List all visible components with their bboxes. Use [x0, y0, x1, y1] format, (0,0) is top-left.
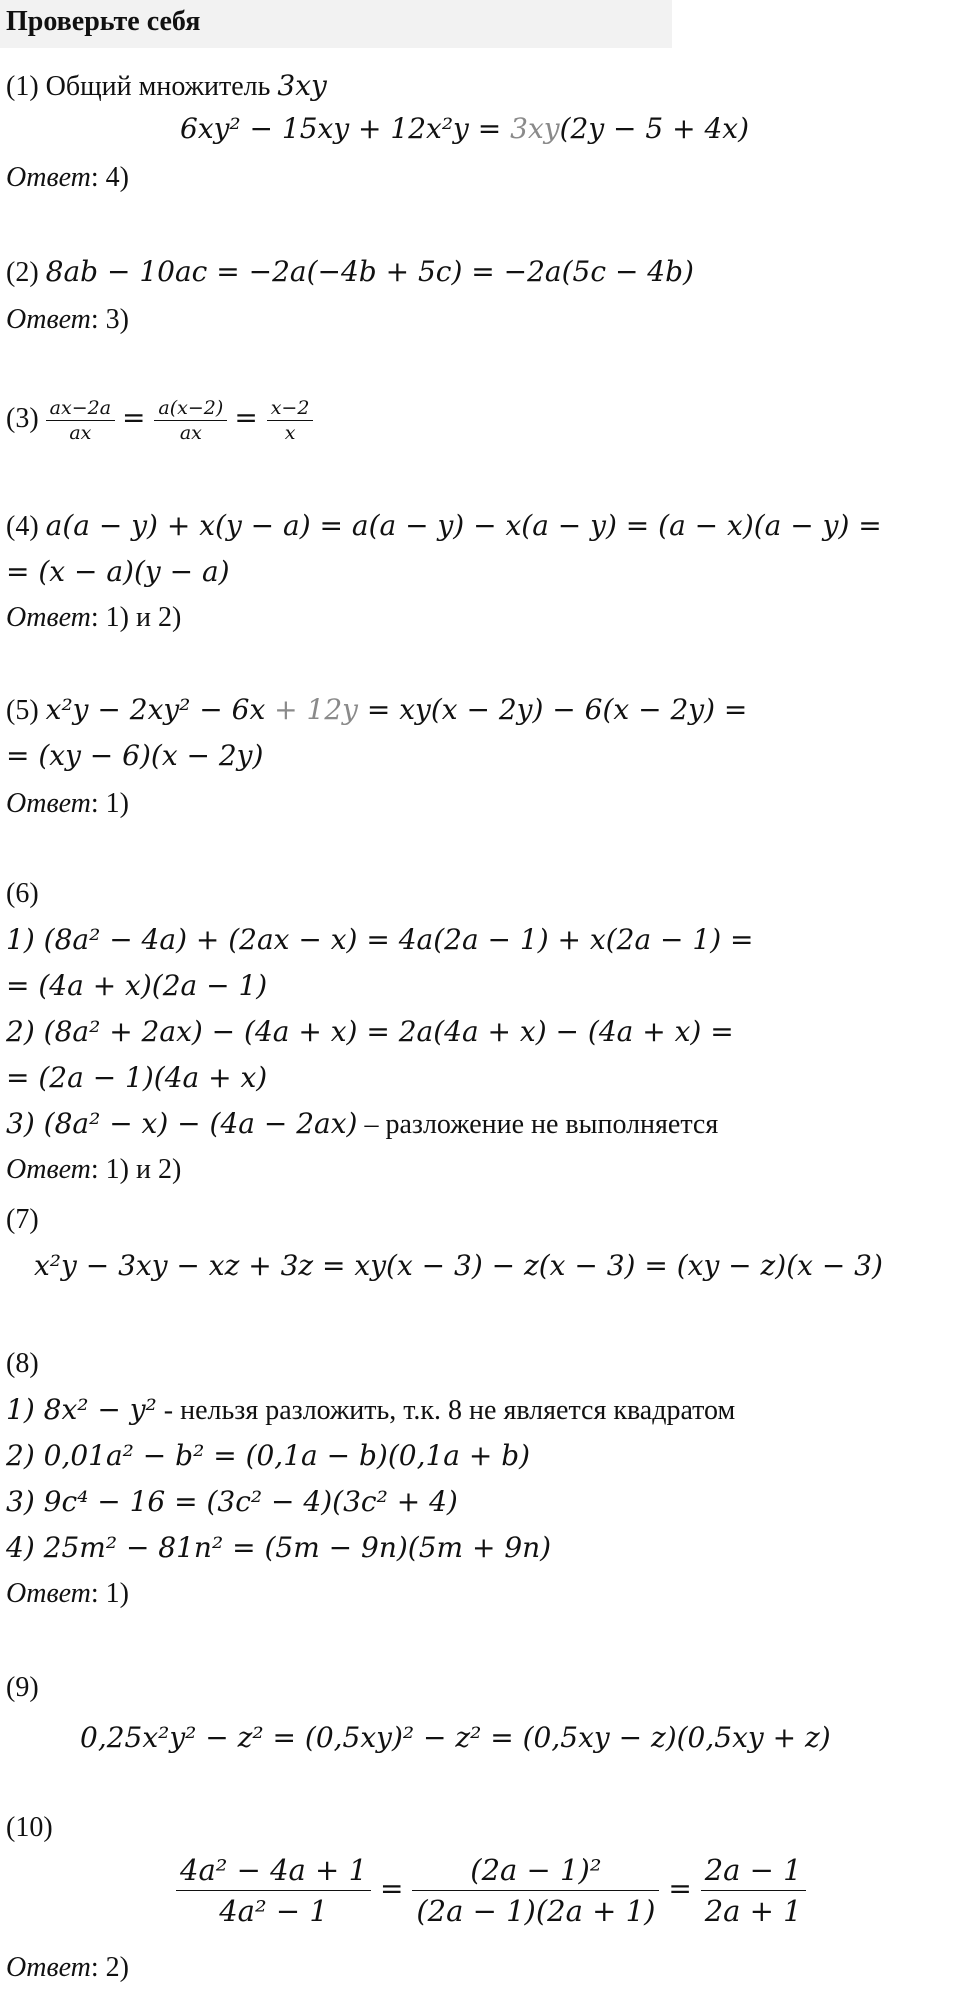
- p1-formula-highlight: 3xy: [510, 112, 560, 145]
- p7-formula: x²y − 3xy − xz + 3z = xy(x − 3) − z(x − 3) = (xy − z)(x − 3): [34, 1249, 883, 1282]
- p10-formula: $\frac{\text{4a² − 4a + 1}}{\text{4a² − 1}}$ = $\frac{\text{(2a − 1)²}}{(2a - 1)(2a + 1)}$ = $\frac{2a - 1}{2a + 1}$: [176, 1850, 806, 1931]
- p1-formula-left: 6xy² − 15xy + 12x²y =: [180, 112, 511, 145]
- answer-word: Ответ: [6, 1154, 91, 1185]
- p3-label: (3): [6, 403, 46, 434]
- answer-word: Ответ: [6, 304, 91, 335]
- answer-word: Ответ: [6, 1578, 91, 1609]
- p1-factor: 3xy: [277, 69, 327, 102]
- p8-answer-value: : 1): [90, 1578, 129, 1609]
- p6-answer-value: : 1) и 2): [90, 1154, 182, 1185]
- p2-answer-value: : 3): [90, 304, 129, 335]
- p10-fraction-2: [412, 1850, 659, 1931]
- p6-line-5-formula: 3) (8a² − x) − (4a − 2ax): [6, 1107, 358, 1140]
- p8-line-2: 2) 0,01a² − b² = (0,1a − b)(0,1a + b): [6, 1439, 531, 1472]
- p1-text: (1) Общий множитель: [6, 71, 278, 102]
- p6-line-5: [6, 1106, 718, 1143]
- p6-line-5-text: – разложение не выполняется: [357, 1109, 719, 1140]
- p8-line-1: [6, 1392, 735, 1429]
- p10-answer-value: : 2): [90, 1952, 129, 1983]
- p9-label: (9): [6, 1672, 39, 1703]
- p7-label: (7): [6, 1204, 39, 1235]
- p5-formula-part-a: x²y − 2xy² − 6x: [45, 693, 275, 726]
- p4-formula-line-2: = (x − a)(y − a): [6, 555, 230, 588]
- p8-line-1-text: - нельзя разложить, т.к. 8 не является квадратом: [156, 1395, 736, 1426]
- p4-label: (4): [6, 511, 46, 542]
- p8-line-1-formula: 1) 8x² − y²: [6, 1393, 157, 1426]
- p4-formula-line-1: a(a − y) + x(y − a) = a(a − y) − x(a − y) = (a − x)(a − y) =: [45, 509, 882, 542]
- p2-statement: [6, 254, 694, 291]
- p2-answer: [6, 302, 129, 338]
- p10-f1-numerator: 4a² − 4a + 1: [176, 1850, 371, 1891]
- p1-formula-right: (2y − 5 + 4x): [559, 112, 750, 145]
- p2-formula: 8ab − 10ac = −2a(−4b + 5c) = −2a(5c − 4b): [45, 255, 694, 288]
- p10-f2-denominator: (2a − 1)(2a + 1): [416, 1894, 656, 1928]
- p5-formula-part-c: = xy(x − 2y) − 6(x − 2y) =: [357, 693, 748, 726]
- p3-fraction-3: [267, 396, 314, 445]
- p3-f2-numerator: a(x−2): [154, 396, 227, 421]
- p6-line-4: = (2a − 1)(4a + x): [6, 1061, 268, 1094]
- p3-f3-numerator: x−2: [267, 396, 314, 421]
- p4-answer-value: : 1) и 2): [90, 602, 182, 633]
- p6-line-3: 2) (8a² + 2ax) − (4a + x) = 2a(4a + x) − (4a + x) =: [6, 1015, 734, 1048]
- p8-answer: [6, 1576, 129, 1612]
- p5-answer-value: : 1): [90, 788, 129, 819]
- p3-f1-numerator: ax−2a: [46, 396, 115, 421]
- p3-f3-denominator: x: [284, 422, 296, 445]
- p5-formula-highlight: + 12y: [274, 693, 358, 726]
- answer-word: Ответ: [6, 788, 91, 819]
- p3-fraction-1: [46, 396, 115, 445]
- p9-formula: 0,25x²y² − z² = (0,5xy)² − z² = (0,5xy − z)(0,5xy + z): [80, 1721, 831, 1754]
- p10-f3-denominator: 2a + 1: [704, 1894, 802, 1928]
- p8-line-3: 3) 9c⁴ − 16 = (3c² − 4)(3c² + 4): [6, 1485, 458, 1518]
- p3-statement: (3) $\frac{ax-2a}{ax}$ = $\frac{a(x-2)}{ax}$ = $\frac{x-2}{x}$: [6, 390, 313, 447]
- p2-label: (2): [6, 257, 46, 288]
- answer-word: Ответ: [6, 162, 91, 193]
- p10-fraction-1: [176, 1850, 371, 1931]
- p8-label: (8): [6, 1348, 39, 1379]
- p1-answer: [6, 160, 129, 196]
- p4-answer: [6, 600, 181, 636]
- page-title: Проверьте себя: [6, 6, 201, 37]
- p6-answer: [6, 1152, 181, 1188]
- p5-answer: [6, 786, 129, 822]
- answer-word: Ответ: [6, 602, 91, 633]
- p10-f1-denominator: 4a² − 1: [219, 1894, 328, 1928]
- p10-f2-numerator: (2a − 1)²: [412, 1850, 659, 1891]
- p5-line-1: [6, 692, 747, 729]
- p6-line-1: 1) (8a² − 4a) + (2ax − x) = 4a(2a − 1) + x(2a − 1) =: [6, 923, 754, 956]
- p10-label: (10): [6, 1812, 53, 1843]
- p10-answer: [6, 1950, 129, 1986]
- p10-fraction-3: [701, 1850, 806, 1931]
- p6-label: (6): [6, 878, 39, 909]
- p1-statement: [6, 68, 327, 105]
- p5-formula-line-2: = (xy − 6)(x − 2y): [6, 739, 264, 772]
- p5-label: (5): [6, 695, 46, 726]
- p1-answer-value: : 4): [90, 162, 129, 193]
- p4-line-1: [6, 508, 882, 545]
- p8-line-4: 4) 25m² − 81n² = (5m − 9n)(5m + 9n): [6, 1531, 552, 1564]
- p3-f1-denominator: ax: [69, 422, 92, 445]
- answer-word: Ответ: [6, 1952, 91, 1983]
- p3-f2-denominator: ax: [179, 422, 202, 445]
- p1-formula: [180, 112, 749, 145]
- p10-f3-numerator: 2a − 1: [701, 1850, 806, 1891]
- p3-fraction-2: [154, 396, 227, 445]
- p6-line-2: = (4a + x)(2a − 1): [6, 969, 268, 1002]
